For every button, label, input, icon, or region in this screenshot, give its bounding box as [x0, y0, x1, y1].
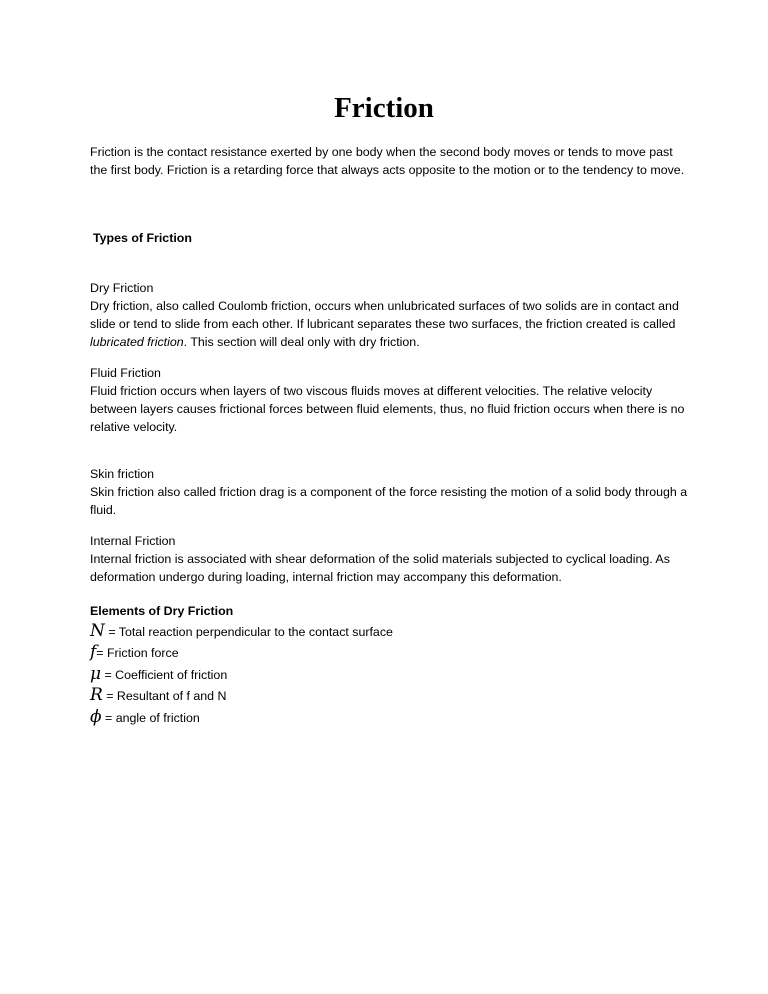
dry-friction-text-start: Dry friction, also called Coulomb friction, occurs when unlubricated surfaces of two solids are in contact and slide or tend to slide from each other. If lubricant separates these two surfaces, the friction created is called	[90, 299, 679, 332]
element-text: = Coefficient of friction	[101, 668, 228, 682]
dry-friction-paragraph	[90, 297, 690, 352]
types-heading: Types of Friction	[93, 231, 192, 245]
dry-friction-heading: Dry Friction	[90, 281, 154, 295]
symbol-phi: ϕ	[90, 707, 102, 727]
element-item-friction-force	[90, 642, 179, 664]
element-item-coefficient	[90, 664, 227, 686]
symbol-mu: μ	[90, 664, 102, 684]
internal-friction-paragraph: Internal friction is associated with shear deformation of the solid materials subjected to cyclical loading. As deformation undergo during loading, internal friction may accompany this deformation.	[90, 552, 670, 585]
element-text: = Friction force	[96, 646, 179, 660]
skin-friction-heading: Skin friction	[90, 467, 155, 481]
element-text: = angle of friction	[101, 711, 200, 725]
fluid-friction-paragraph: Fluid friction occurs when layers of two viscous fluids moves at different velocities. The relative velocity between layers causes frictional forces between fluid elements, thus, no fluid friction occurs when there is no relative velocity.	[90, 384, 685, 435]
symbol-f: f	[90, 642, 97, 662]
dry-friction-emphasis: lubricated friction	[90, 335, 184, 350]
intro-paragraph: Friction is the contact resistance exerted by one body when the second body moves or tends to move past the first body. Friction is a retarding force that always acts opposite to the motion or to the tendency to move.	[90, 145, 685, 178]
element-item-resultant	[90, 685, 226, 707]
page-title: Friction	[334, 92, 434, 124]
symbol-n: N	[90, 621, 105, 641]
element-text: = Resultant of f and N	[102, 689, 227, 703]
internal-friction-heading: Internal Friction	[90, 534, 176, 548]
element-text: = Total reaction perpendicular to the contact surface	[104, 625, 393, 639]
skin-friction-paragraph: Skin friction also called friction drag is a component of the force resisting the motion of a solid body through a fluid.	[90, 485, 688, 518]
symbol-r: R	[90, 685, 103, 705]
elements-heading: Elements of Dry Friction	[90, 604, 234, 618]
dry-friction-text-end: . This section will deal only with dry friction.	[183, 335, 420, 350]
fluid-friction-heading: Fluid Friction	[90, 366, 161, 380]
element-item-normal	[90, 621, 393, 643]
element-item-angle	[90, 707, 200, 729]
